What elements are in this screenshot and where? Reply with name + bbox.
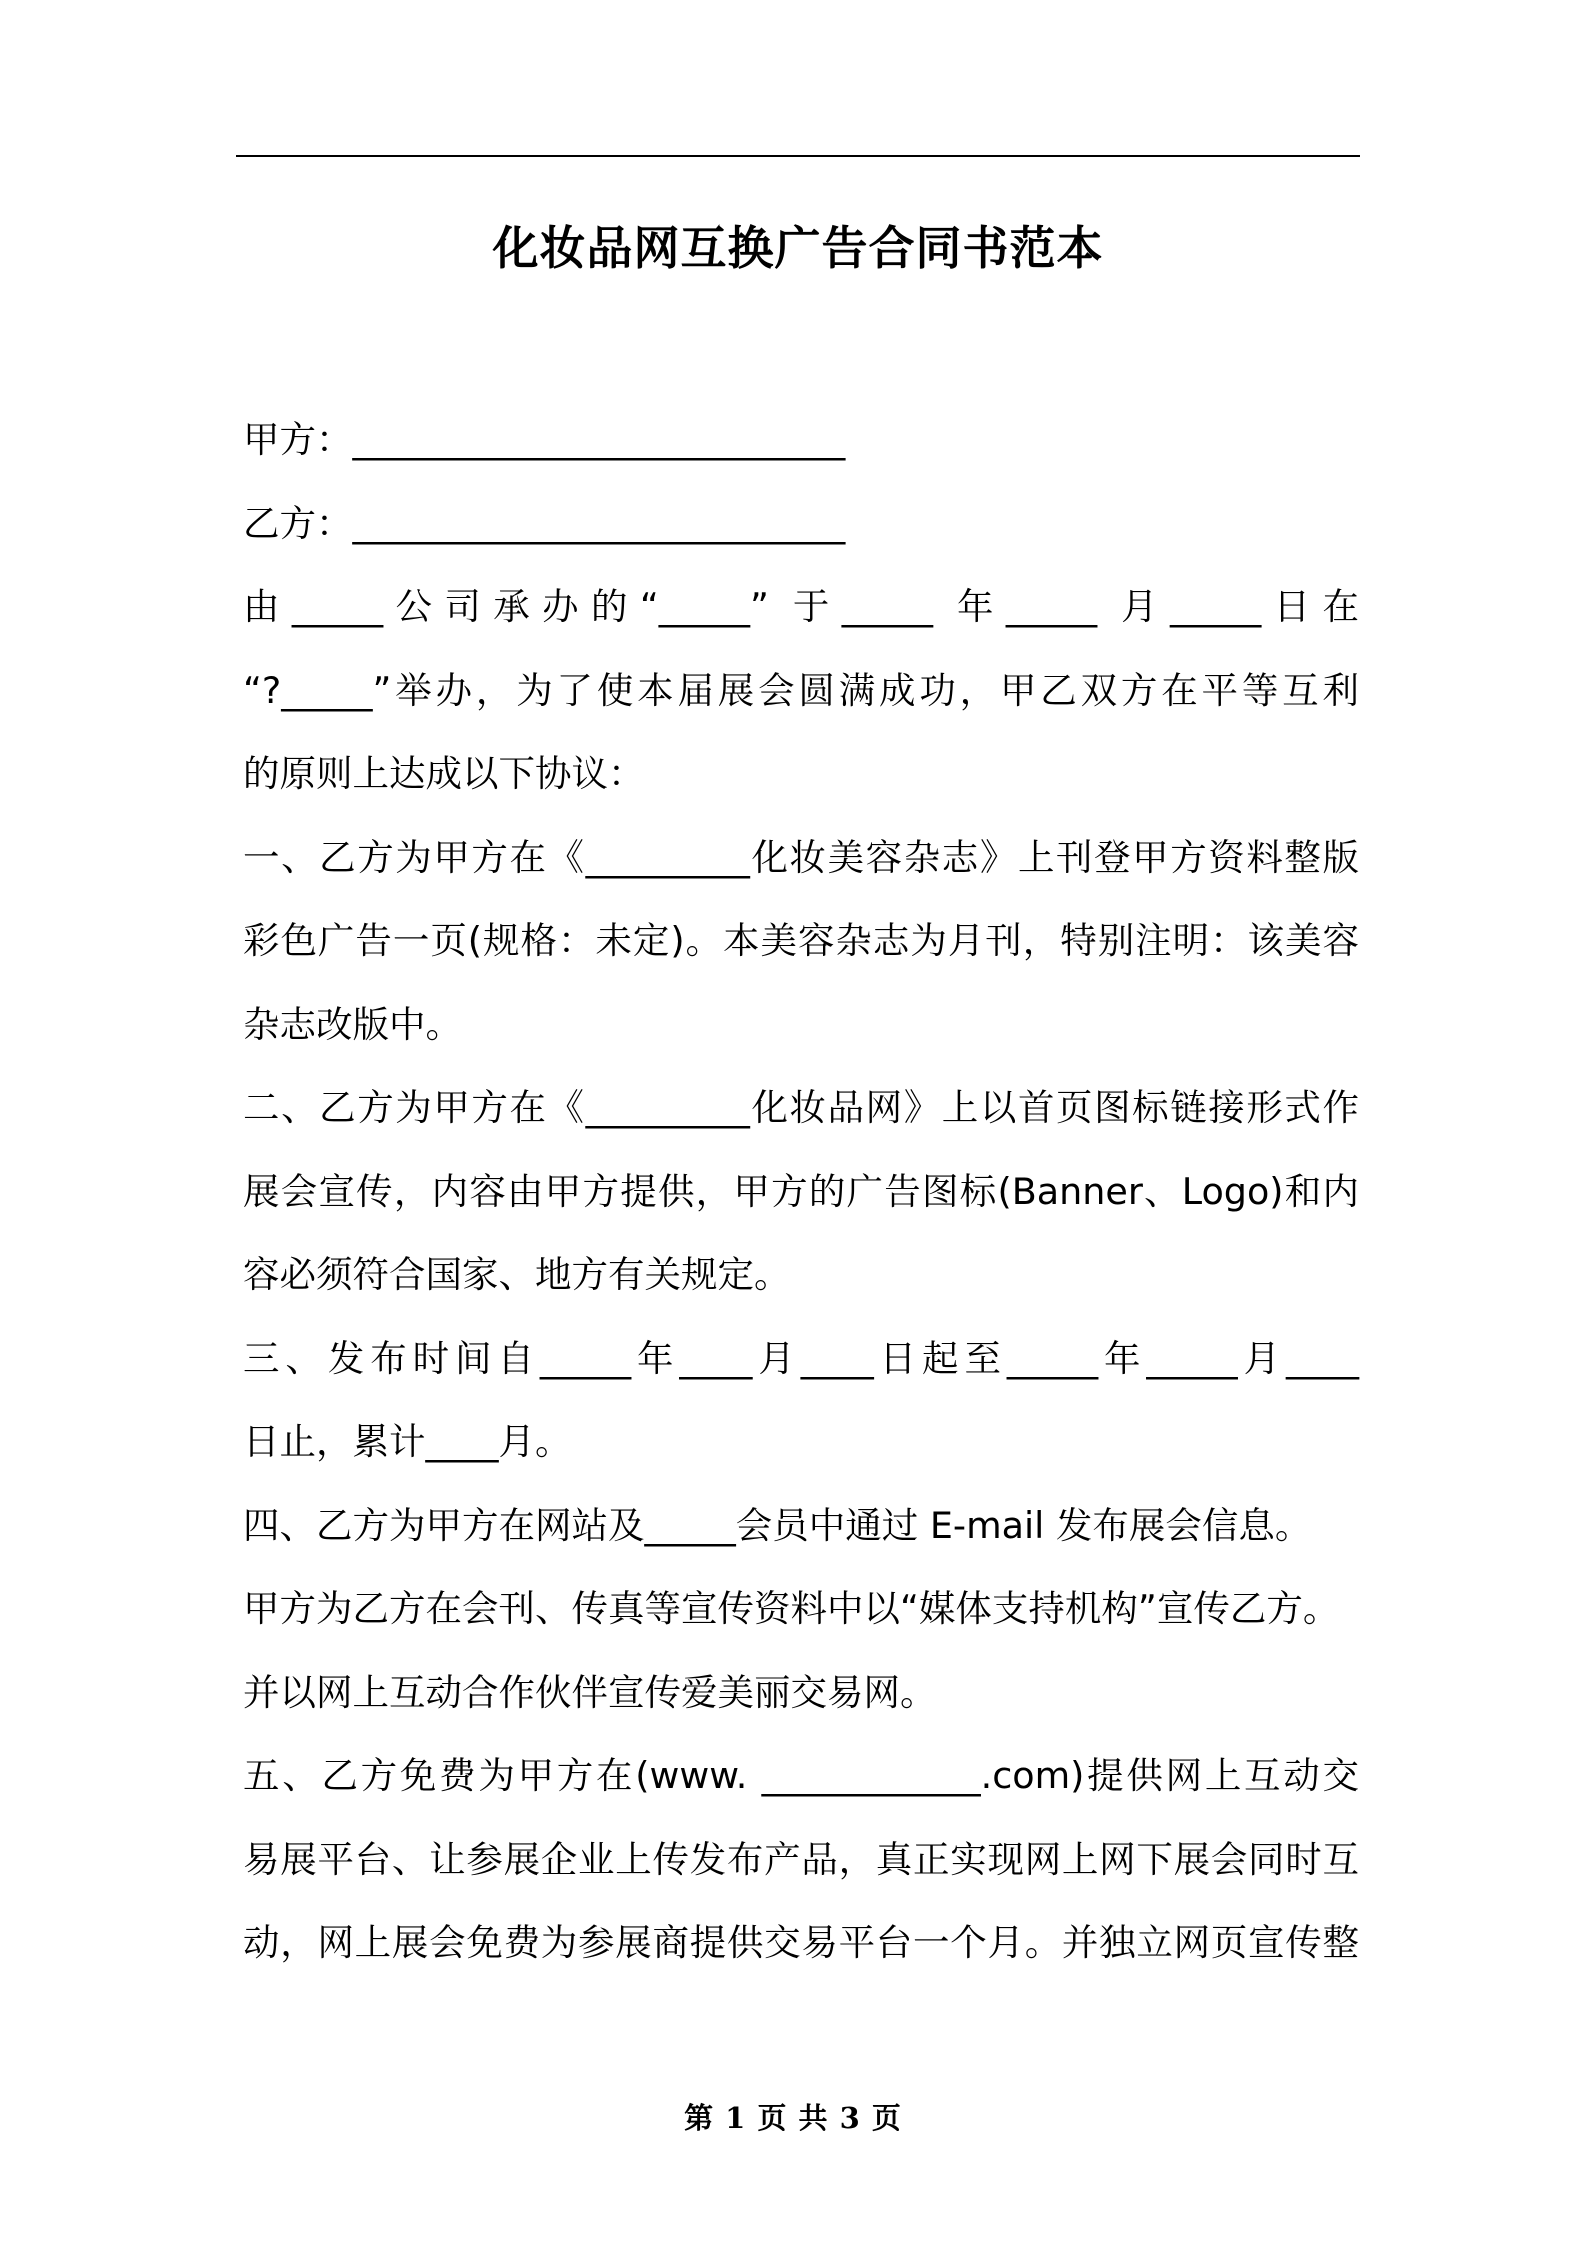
paragraph-line: “?_____”举办，为了使本届展会圆满成功，甲乙双方在平等互利 [243, 668, 1359, 712]
party-b-text: 乙方：___________________________ [243, 501, 846, 545]
clause-1 [243, 816, 1359, 1067]
paragraph-line: 甲方为乙方在会刊、传真等宣传资料中以“媒体支持机构”宣传乙方。 [243, 1587, 1340, 1630]
party-b-line [243, 482, 1359, 566]
paragraph-line: 五、乙方免费为甲方在(www. ____________.com)提供网上互动交 [243, 1754, 1359, 1797]
paragraph-line: 彩色广告一页(规格：未定)。本美容杂志为月刊，特别注明：该美容 [243, 919, 1359, 962]
paragraph-line: 三、发布时间自_____年____月____日起至_____年_____月____ [243, 1336, 1359, 1380]
intro-paragraph [243, 565, 1359, 816]
paragraph-line: 二、乙方为甲方在《_________化妆品网》上以首页图标链接形式作 [243, 1086, 1359, 1129]
party-a-text: 甲方：___________________________ [243, 418, 846, 461]
paragraph-line: 展会宣传，内容由甲方提供，甲方的广告图标(Banner、Logo)和内 [243, 1169, 1359, 1213]
paragraph-line: 容必须符合国家、地方有关规定。 [243, 1253, 791, 1296]
document-title: 化妆品网互换广告合同书范本 [492, 221, 1104, 275]
clause-3 [243, 1317, 1359, 1484]
document-body [243, 398, 1359, 1985]
party-a-line [243, 398, 1359, 482]
paragraph-line: 杂志改版中。 [243, 1002, 462, 1046]
clause-2 [243, 1066, 1359, 1317]
header-rule [236, 155, 1360, 157]
page-number: 第 1 页 共 3 页 [684, 2101, 902, 2135]
paragraph-line: 动，网上展会免费为参展商提供交易平台一个月。并独立网页宣传整 [243, 1921, 1359, 1964]
paragraph-line: 四、乙方为甲方在网站及_____会员中通过 E-mail 发布展会信息。 [243, 1503, 1312, 1547]
paragraph-line: 的原则上达成以下协议： [243, 752, 645, 795]
clause-4 [243, 1484, 1359, 1735]
clause-5 [243, 1734, 1359, 1985]
paragraph-line: 由_____公司承办的“_____” 于_____ 年_____ 月_____日在 [243, 585, 1359, 628]
paragraph-line: 易展平台、让参展企业上传发布产品，真正实现网上网下展会同时互 [243, 1837, 1359, 1881]
paragraph-line: 日止，累计____月。 [243, 1420, 572, 1463]
paragraph-line: 一、乙方为甲方在《_________化妆美容杂志》上刊登甲方资料整版 [243, 835, 1359, 879]
paragraph-line: 并以网上互动合作伙伴宣传爱美丽交易网。 [243, 1670, 937, 1714]
